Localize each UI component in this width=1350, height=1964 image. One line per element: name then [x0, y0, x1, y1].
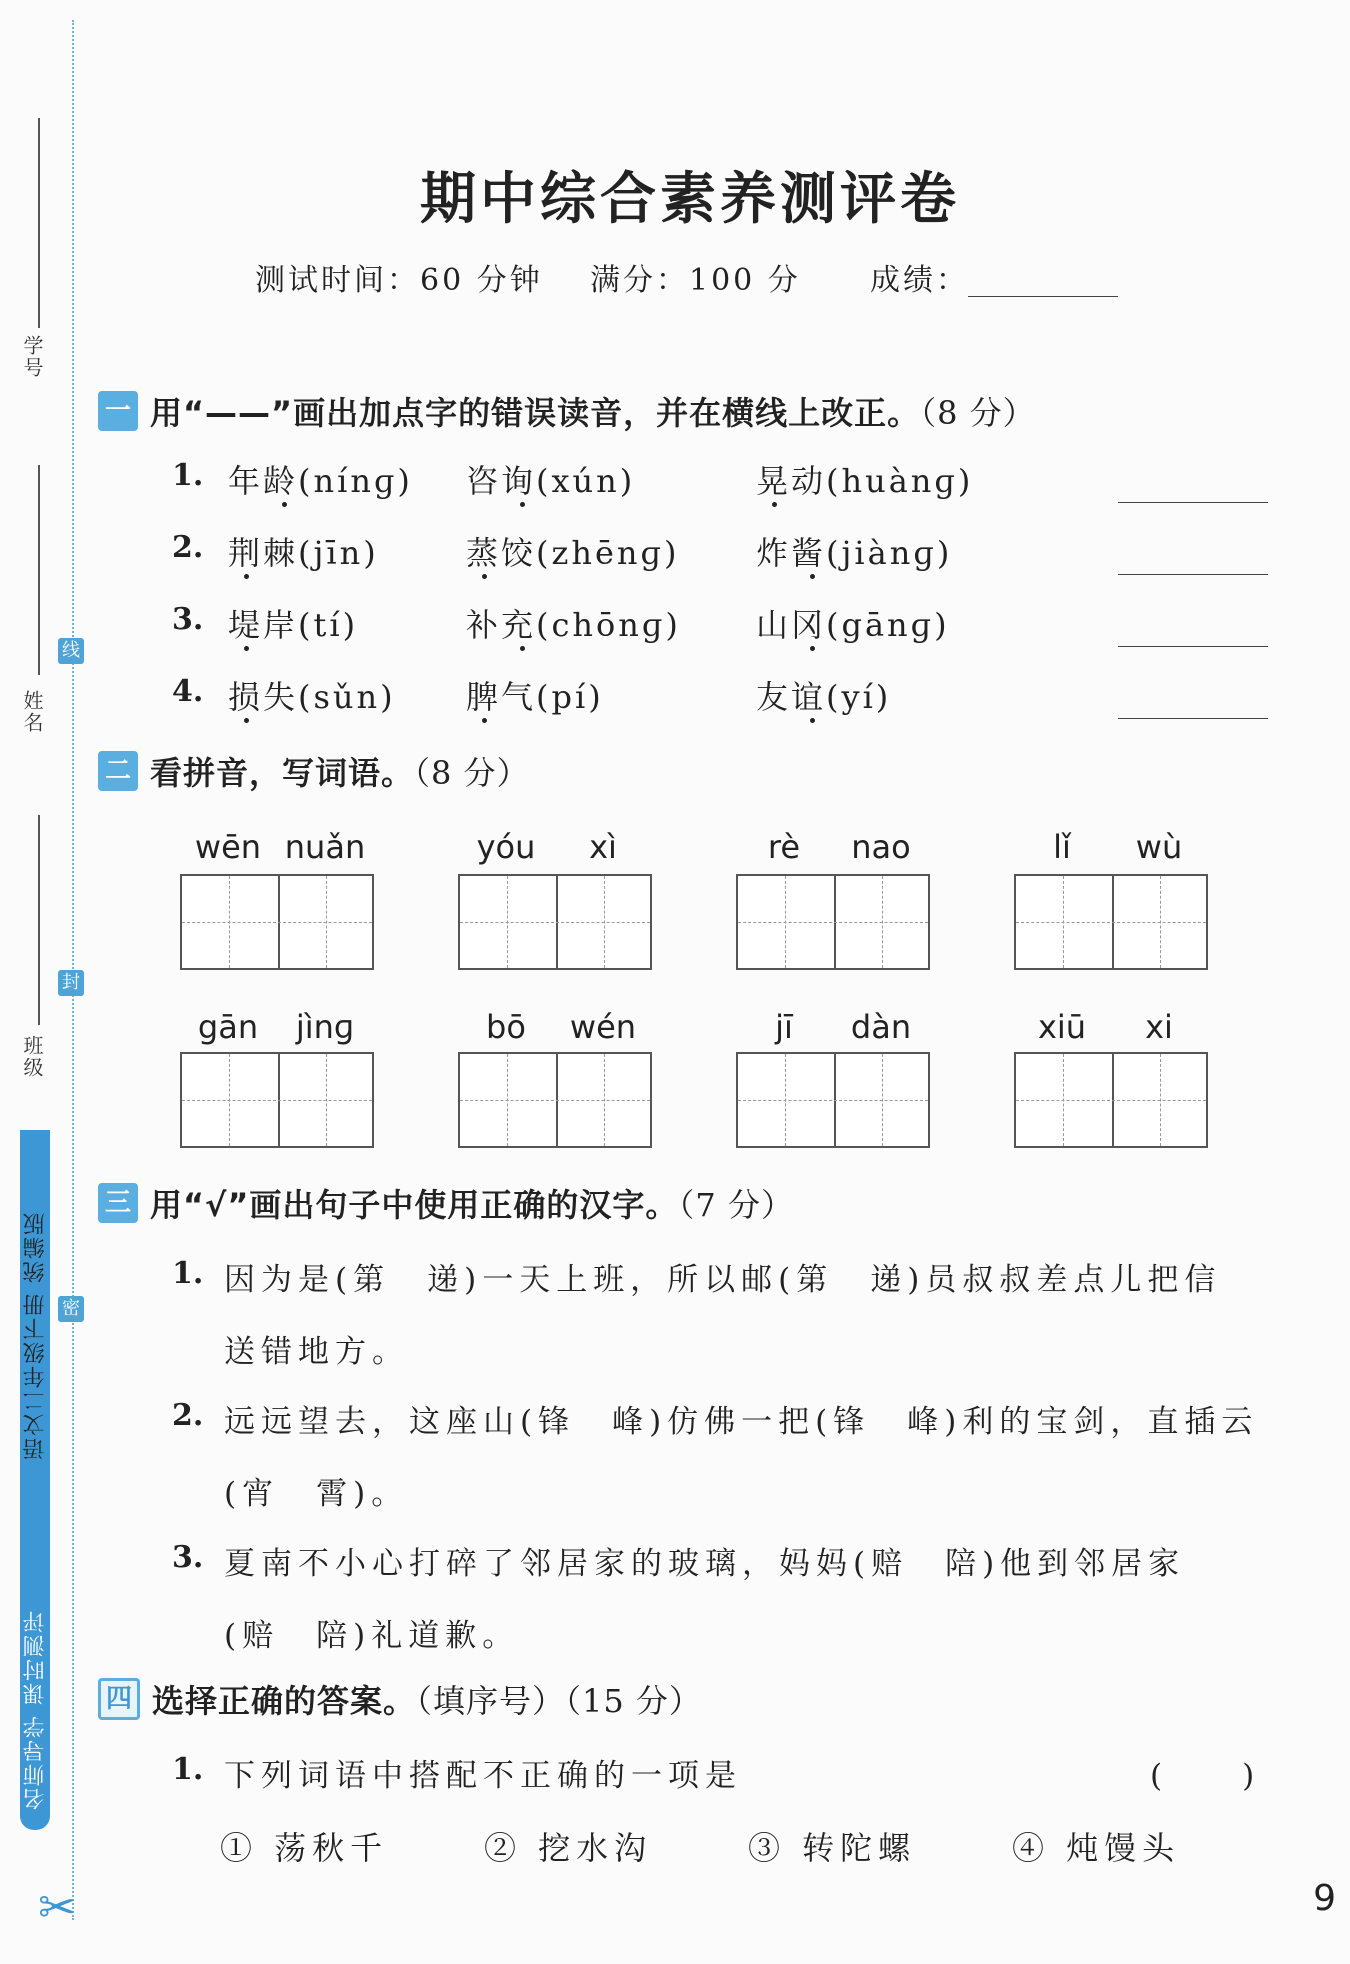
writing-grid[interactable] — [1014, 1052, 1208, 1148]
emphasis-dot — [520, 646, 525, 651]
section-1-title: 用“——”画出加点字的错误读音，并在横线上改正。 — [150, 394, 921, 432]
section-3-header — [98, 1180, 794, 1226]
emphasis-dot — [772, 502, 777, 507]
pinyin-syllable: gān — [197, 1008, 259, 1046]
s3-q3-num: 3. — [172, 1540, 204, 1575]
emphasis-dot — [244, 574, 249, 579]
pinyin-syllable: jìnɡ — [295, 1008, 355, 1046]
emphasis-dot — [244, 646, 249, 651]
s1-row-2-item-2: 蒸饺(zhēnɡ) — [466, 534, 680, 572]
s1-row-4-answer[interactable] — [1118, 718, 1268, 719]
section-3-points: （7 分） — [678, 1186, 794, 1224]
section-1-number: 一 — [98, 391, 138, 431]
pinyin-syllable: nuǎn — [284, 828, 366, 866]
s1-row-2-item-3: 炸酱(jiànɡ) — [756, 534, 953, 572]
writing-grid[interactable] — [736, 874, 930, 970]
s1-row-1-num: 1. — [172, 458, 204, 493]
s1-row-1-answer[interactable] — [1118, 502, 1268, 503]
pinyin-syllable: wēn — [194, 828, 262, 866]
pinyin-syllable: wù — [1135, 828, 1183, 866]
s1-row-3-item-3: 山冈(gānɡ) — [756, 606, 950, 644]
s3-q2-num: 2. — [172, 1398, 204, 1433]
s4-q1-answer-paren[interactable]: ( ) — [1150, 1758, 1261, 1794]
s1-row-1-item-1: 年龄(nínɡ) — [228, 462, 413, 500]
s1-row-1-item-2: 咨询(xún) — [466, 462, 636, 500]
s1-row-4-item-1: 损失(sǔn) — [228, 678, 396, 716]
section-1-points: （8 分） — [920, 394, 1036, 432]
pinyin-syllable: nao — [851, 828, 911, 866]
section-2-points: （8 分） — [414, 754, 530, 792]
pinyin-syllable: dàn — [850, 1008, 912, 1046]
pinyin-syllable: xi — [1145, 1008, 1173, 1046]
s1-row-2-answer[interactable] — [1118, 574, 1268, 575]
s1-row-3-num: 3. — [172, 602, 204, 637]
full-score: 满分：100 分 — [590, 263, 801, 298]
section-4-header — [98, 1676, 702, 1722]
s3-q1-num: 1. — [172, 1256, 204, 1291]
s1-row-3-item-2: 补充(chōnɡ) — [466, 606, 681, 644]
page-number: 9 — [1313, 1878, 1336, 1919]
writing-grid[interactable] — [180, 1052, 374, 1148]
writing-grid[interactable] — [1014, 874, 1208, 970]
name-rule — [38, 465, 40, 675]
emphasis-dot — [810, 574, 815, 579]
s1-row-3-item-1: 堤岸(tí) — [228, 606, 359, 644]
pinyin-syllable: rè — [767, 828, 801, 866]
section-2-title: 看拼音，写词语。 — [150, 754, 415, 792]
section-2-header — [98, 748, 530, 794]
s1-row-4-item-3: 友谊(yí) — [756, 678, 892, 716]
scissors-icon: ✂ — [38, 1880, 77, 1934]
s3-q1-line-1: 因为是(第 递)一天上班，所以邮(第 递)员叔叔差点儿把信 — [224, 1262, 1222, 1298]
pinyin-syllable: jī — [775, 1008, 793, 1046]
page-title: 期中综合素养测评卷 — [420, 166, 960, 232]
s3-q2-line-1: 远远望去，这座山(锋 峰)仿佛一把(锋 峰)利的宝剑，直插云 — [224, 1404, 1259, 1440]
emphasis-dot — [810, 718, 815, 723]
pinyin-syllable: lǐ — [1053, 828, 1071, 866]
section-2-number: 二 — [98, 751, 138, 791]
s1-row-4-item-2: 脾气(pí) — [466, 678, 604, 716]
s1-row-4-num: 4. — [172, 674, 204, 709]
s4-q1-text: 下列词语中搭配不正确的一项是 — [224, 1758, 742, 1794]
s4-q1-option-2[interactable]: ② 挖水沟 — [484, 1829, 653, 1867]
section-1-header — [98, 388, 1036, 434]
class-rule — [38, 815, 40, 1025]
spine-brand: 名师导学 课时测评 — [23, 1609, 48, 1810]
student-no-label: 学号 — [20, 335, 44, 379]
section-4-number: 四 — [98, 1678, 140, 1720]
s4-q1-option-1[interactable]: ① 荡秋千 — [220, 1829, 389, 1867]
score-blank[interactable] — [968, 296, 1118, 297]
emphasis-dot — [244, 718, 249, 723]
spine-text: 语文二年级下册 统编版 — [23, 1211, 48, 1460]
test-time: 测试时间：60 分钟 — [255, 263, 543, 298]
emphasis-dot — [482, 718, 487, 723]
s1-row-2-item-1: 荆棘(jīn) — [228, 534, 379, 572]
pinyin-syllable: yóu — [476, 828, 536, 866]
seal-line-tag: 线 — [58, 638, 84, 664]
writing-grid[interactable] — [736, 1052, 930, 1148]
s1-row-1-item-3: 晃动(huànɡ) — [756, 462, 974, 500]
emphasis-dot — [282, 502, 287, 507]
s3-q1-line-2: 送错地方。 — [224, 1334, 409, 1370]
seal-secret-tag: 密 — [58, 1296, 84, 1322]
s3-q2-line-2: (宵 霄)。 — [224, 1476, 409, 1512]
pinyin-syllable: xì — [589, 828, 617, 866]
section-3-number: 三 — [98, 1183, 138, 1223]
section-4-title: 选择正确的答案。 — [152, 1682, 417, 1720]
section-4-points: （填序号）（15 分） — [416, 1682, 702, 1720]
s4-q1-num: 1. — [172, 1752, 204, 1787]
s1-row-3-answer[interactable] — [1118, 646, 1268, 647]
writing-grid[interactable] — [180, 874, 374, 970]
s3-q3-line-2: (赔 陪)礼道歉。 — [224, 1618, 520, 1654]
pinyin-syllable: bō — [486, 1008, 526, 1046]
seal-seal-tag: 封 — [58, 970, 84, 996]
class-label: 班级 — [20, 1035, 44, 1079]
s3-q3-line-1: 夏南不小心打碎了邻居家的玻璃，妈妈(赔 陪)他到邻居家 — [224, 1546, 1186, 1582]
name-label: 姓名 — [20, 690, 44, 734]
s4-q1-option-3[interactable]: ③ 转陀螺 — [748, 1829, 917, 1867]
emphasis-dot — [482, 574, 487, 579]
writing-grid[interactable] — [458, 1052, 652, 1148]
section-3-title: 用“√”画出句子中使用正确的汉字。 — [150, 1186, 679, 1224]
pinyin-syllable: xiū — [1037, 1008, 1087, 1046]
s1-row-2-num: 2. — [172, 530, 204, 565]
score-label: 成绩： — [870, 263, 969, 298]
writing-grid[interactable] — [458, 874, 652, 970]
pinyin-syllable: wén — [569, 1008, 637, 1046]
emphasis-dot — [810, 646, 815, 651]
s4-q1-option-4[interactable]: ④ 炖馒头 — [1012, 1829, 1181, 1867]
emphasis-dot — [520, 502, 525, 507]
